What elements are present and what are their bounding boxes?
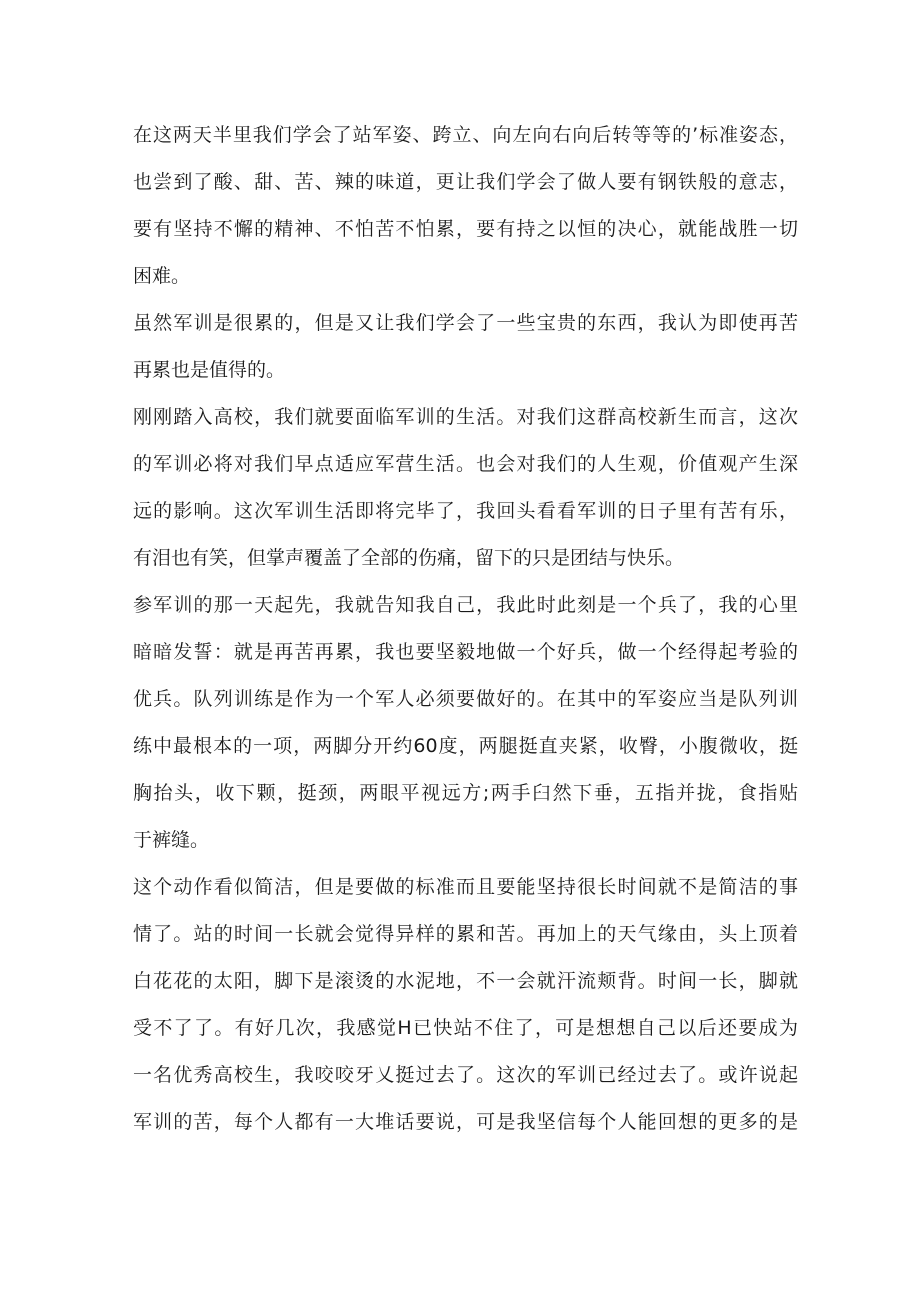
text-line: 情了。站的时间一长就会觉得异样的累和苦。再加上的天气缘由，头上顶着 [133,923,798,945]
text-line: 胸抬头，收下颗，挺颈，两眼平视远方;两手臼然下垂，五指并拢，食指贴 [133,782,798,804]
body-text [133,112,798,1146]
text-line: 虽然军训是很累的，但是又让我们学会了一些宝贵的东西，我认为即使再苦 [133,312,798,334]
text-line: 参军训的那一天起先，我就告知我自己，我此时此刻是一个兵了，我的心里 [133,594,798,616]
text-line: 再累也是值得的。 [133,359,286,381]
text-line: 刚刚踏入高校，我们就要面临军训的生活。对我们这群高校新生而言，这次 [133,406,798,428]
text-line: 也尝到了酸、甜、苦、辣的味道，更让我们学会了做人要有钢铁般的意志， [133,171,798,193]
text-line: 白花花的太阳，脚下是滚烫的水泥地，不一会就汗流颊背。时间一长，脚就 [133,970,798,992]
text-line: 暗暗发誓：就是再苦再累，我也要坚毅地做一个好兵，做一个经得起考验的 [133,641,798,663]
text-line: 军训的苦，每个人都有一大堆话要说，可是我坚信每个人能回想的更多的是 [133,1111,798,1133]
text-line: 一名优秀高校生，我咬咬牙乂挺过去了。这次的军训已经过去了。或许说起 [133,1064,798,1086]
text-line: 要有坚持不懈的精神、不怕苦不怕累，要有持之以恒的决心，就能战胜一切 [133,218,798,240]
text-line: 的军训必将对我们早点适应军营生活。也会对我们的人生观，价值观产生深 [133,453,798,475]
text-line: 受不了了。有好几次，我感觉H已快站不住了，可是想想自己以后还要成为 [133,1017,798,1039]
text-line: 有泪也有笑，但掌声覆盖了全部的伤痛，留下的只是团结与快乐。 [133,547,685,569]
text-line: 优兵。队列训练是作为一个军人必须要做好的。在其中的军姿应当是队列训 [133,688,798,710]
text-line: 于裤缝。 [133,829,210,851]
text-line: 困难。 [133,265,191,287]
text-line: 在这两天半里我们学会了站军姿、跨立、向左向右向后转等等的’标准姿态， [133,124,798,146]
text-line: 这个动作看似简洁，但是要做的标准而且要能坚持很长时间就不是简洁的事 [133,876,798,898]
text-line: 远的影响。这次军训生活即将完毕了，我回头看看军训的日子里有苦有乐， [133,500,798,522]
text-line: 练中最根本的一项，两脚分开约60度，两腿挺直夹紧，收臀，小腹微收，挺 [133,735,798,757]
